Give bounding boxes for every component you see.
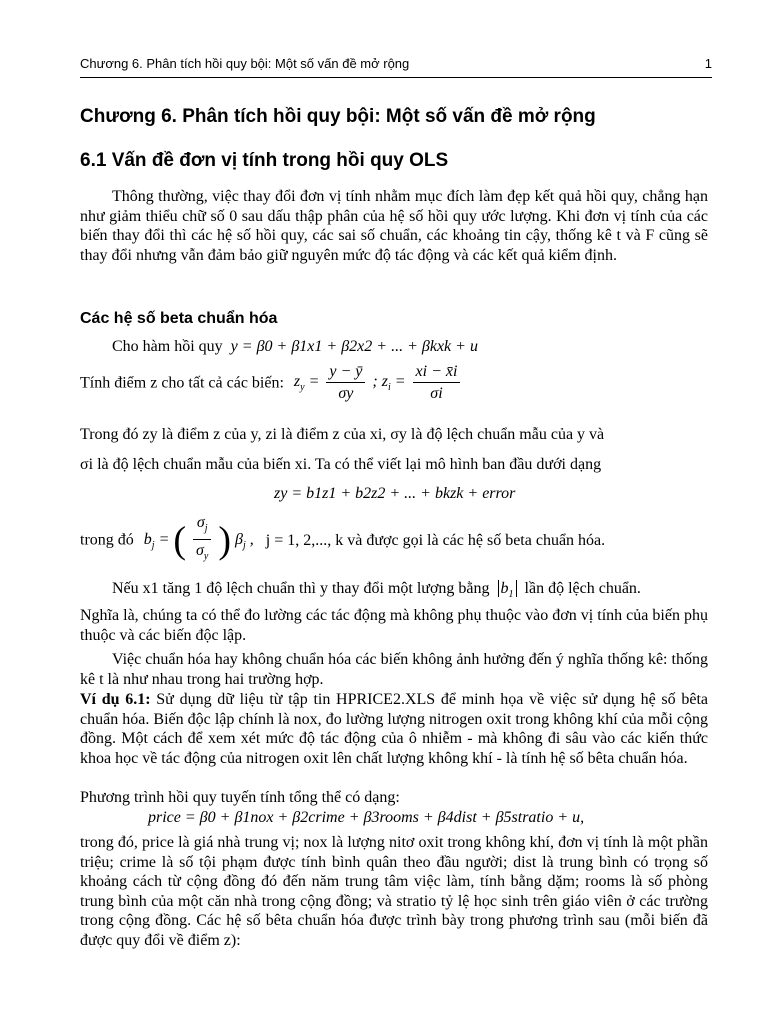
subsection-title: Các hệ số beta chuẩn hóa <box>80 310 278 327</box>
section-title: 6.1 Vấn đề đơn vị tính trong hồi quy OLS <box>80 150 449 171</box>
final-paragraph: trong đó, price là giá nhà trung vị; nox là lượng nitơ oxit trong không khí, đơn vị tính là một phần triệu; crime là số tội phạm được tính bình quân theo đầu người; dist là trung bình có trọng số khoảng cách từ cộng đồng đó đến năm trung tâm việc làm, tính bằng dặm; rooms là số phòng trung bình của một căn nhà trong cộng đồng; và stratio tỷ lệ học sinh trên giáo viên ở các trường trong cộng đồng. Các hệ số bêta chuẩn hóa được trình bày trong phương trình sau (mỗi biến đã được quy đổi về điểm z): <box>80 834 708 949</box>
header-text: Chương 6. Phân tích hồi quy bội: Một số vấn đề mở rộng <box>80 56 410 71</box>
pop-equation-intro: Phương trình hồi quy tuyến tính tổng thể có dạng: <box>80 789 400 806</box>
interpret-prefix: Nếu x1 tăng 1 độ lệch chuẩn thì y thay đổi một lượng bằng <box>112 580 490 597</box>
normalization-paragraph: Việc chuẩn hóa hay không chuẩn hóa các biến không ảnh hưởng đến ý nghĩa thống kê: thống kê t là như nhau trong hai trường hợp. <box>80 651 708 688</box>
beta-def-suffix: j = 1, 2,..., k và được gọi là các hệ số beta chuẩn hóa. <box>265 531 606 549</box>
where-line-2: σi là độ lệch chuẩn mẫu của biến xi. Ta có thể viết lại mô hình ban đầu dưới dạng <box>80 456 602 473</box>
where-line-1: Trong đó zy là điểm z của y, zi là điểm z của xi, σy là độ lệch chuẩn mẫu của y và <box>80 426 605 443</box>
beta-ratio-fraction: $\frac{\sigma_j}{\sigma_y}$ <box>193 513 211 568</box>
model-equation: y = β0 + β1x1 + β2x2 + ... + βkxk + u <box>230 338 478 355</box>
example-paragraph <box>80 690 708 768</box>
beta-def-prefix: trong đó <box>80 531 134 549</box>
interpret-suffix: lần độ lệch chuẩn. <box>524 580 641 597</box>
units-paragraph: Nghĩa là, chúng ta có thể đo lường các tác động mà không phụ thuộc vào đơn vị tính của biến phụ thuộc và các biến độc lập. <box>80 607 708 644</box>
chapter-title: Chương 6. Phân tích hồi quy bội: Một số vấn đề mở rộng <box>80 106 596 127</box>
intro-paragraph: Thông thường, việc thay đổi đơn vị tính nhằm mục đích làm đẹp kết quả hồi quy, chẳng hạn như giảm thiểu chữ số 0 sau dấu thập phân của hệ số hồi quy ước lượng. Khi đơn vị tính của các biến thay đổi thì các hệ số hồi quy, các sai số chuẩn, các khoảng tin cậy, thống kê t và F cũng sẽ thay đổi nhưng vẫn đảm bảo giữ nguyên mức độ tác động và các kết quả kiểm định. <box>80 188 708 264</box>
page-number: 1 <box>704 56 712 71</box>
interpretation-line: Nếu x1 tăng 1 độ lệch chuẩn thì y thay đổi một lượng bằng $b_1$ lần độ lệch chuẩn. <box>112 580 641 601</box>
zscore-intro: Tính điểm z cho tất cả các biến: <box>80 374 284 392</box>
standardized-equation: zy = b1z1 + b2z2 + ... + bkzk + error <box>274 485 516 502</box>
beta-definition-line: trong đó $b_j$ = ( $\frac{\sigma_j}{\sigma_y}$ ) $\beta_j$ , j = 1, 2,..., k và được gọi là các hệ số beta chuẩn hóa. <box>80 513 605 568</box>
zscore-line: Tính điểm z cho tất cả các biến: $z_y$ = $\frac{y - ȳ}{\sigma y}$ ; $z_i$ = $\frac{xi - x̄i}{\sigma i}$ <box>80 362 463 405</box>
zscore-i-fraction: $\frac{xi - x̄i}{\sigma i}$ <box>413 362 461 405</box>
zscore-y-fraction: $\frac{y - ȳ}{\sigma y}$ <box>326 362 365 405</box>
example-text: Sử dụng dữ liệu từ tập tin HPRICE2.XLS để minh họa về việc sử dụng hệ số bêta chuẩn hóa. Biến độc lập chính là nox, đo lường lượng nitrogen oxit trong không khí của mỗi cộng đồng. Một cách để xem xét mức độ tác động của ô nhiễm - mà không đi sâu vào các kiến thức khoa học về tác động của nitrogen oxit lên chất lượng không khí - là tính hệ số bêta chuẩn hóa. <box>80 691 709 767</box>
model-line <box>112 338 478 356</box>
example-label: Ví dụ 6.1: <box>80 691 151 708</box>
population-equation: price = β0 + β1nox + β2crime + β3rooms + β4dist + β5stratio + u, <box>148 809 585 826</box>
running-header <box>80 56 712 78</box>
model-intro: Cho hàm hồi quy <box>112 338 223 355</box>
